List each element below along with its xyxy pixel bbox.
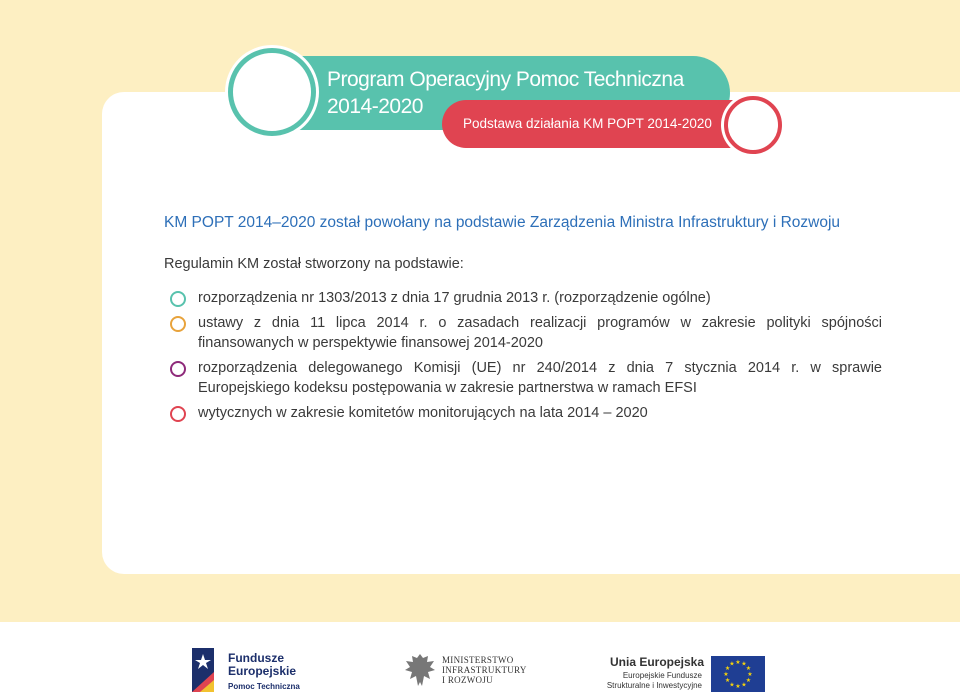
fundusze-europejskie-logo — [192, 648, 312, 692]
list-item — [170, 403, 882, 423]
list-item-text: rozporządzenia delegowanego Komisji (UE) nr 240/2014 z dnia 7 stycznia 2014 r. w sprawie Europejskiego kodeksu postępowania w zakresie partnerstwa w ramach EFSI — [198, 360, 882, 396]
circle-bullet-icon — [170, 316, 186, 332]
list-item-text: wytycznych w zakresie komitetów monitorujących na lata 2014 – 2020 — [198, 405, 648, 421]
svg-text:★: ★ — [724, 677, 731, 684]
list-item — [170, 313, 882, 353]
ue-title: Unia Europejska — [610, 655, 705, 669]
intro-text: Regulamin KM został stworzony na podstawie: — [164, 256, 464, 272]
min-line-1: MINISTERSTWO — [442, 655, 514, 665]
fe-line-2: Europejskie — [228, 664, 297, 678]
title-line-2: 2014-2020 — [327, 95, 423, 118]
unia-europejska-logo — [598, 653, 778, 693]
svg-text:★: ★ — [747, 671, 753, 678]
svg-text:★: ★ — [741, 660, 747, 668]
min-line-2: INFRASTRUKTURY — [442, 665, 527, 675]
section-heading: KM POPT 2014–2020 został powołany na podstawie Zarządzenia Ministra Infrastruktury i Rozwoju — [164, 214, 841, 231]
fe-line-1: Fundusze — [228, 651, 284, 665]
eagle-emblem-icon — [404, 652, 436, 690]
list-item — [170, 358, 882, 398]
list-item — [170, 288, 882, 308]
svg-text:★: ★ — [741, 681, 747, 689]
svg-text:★: ★ — [735, 659, 741, 666]
svg-text:★: ★ — [735, 683, 741, 690]
subtitle-circle-decoration — [724, 96, 782, 154]
eu-flag-icon — [711, 656, 765, 692]
title-circle-decoration — [228, 48, 316, 136]
circle-bullet-icon — [170, 406, 186, 422]
svg-text:★: ★ — [745, 677, 752, 684]
svg-text:★: ★ — [723, 671, 729, 678]
fe-star-icon — [192, 648, 224, 692]
circle-bullet-icon — [170, 291, 186, 307]
list-item-text: ustawy z dnia 11 lipca 2014 r. o zasadach realizacji programów w zakresie polityki spójności finansowanych w perspektywie finansowej 2014-2020 — [198, 315, 882, 351]
ue-sub-line-2: Strukturalne i Inwestycyjne — [606, 681, 702, 690]
list-item-text: rozporządzenia nr 1303/2013 z dnia 17 grudnia 2013 r. (rozporządzenie ogólne) — [198, 290, 711, 306]
fe-line-3: Pomoc Techniczna — [228, 682, 300, 691]
basis-list — [170, 288, 882, 428]
svg-text:★: ★ — [729, 660, 735, 668]
circle-bullet-icon — [170, 361, 186, 377]
svg-text:★: ★ — [745, 665, 752, 672]
min-line-3: I ROZWOJU — [442, 675, 493, 685]
svg-text:★: ★ — [729, 681, 735, 689]
title-line-1: Program Operacyjny Pomoc Techniczna — [327, 68, 684, 91]
ue-sub-line-1: Europejskie Fundusze — [622, 671, 702, 680]
ministerstwo-logo — [404, 652, 544, 692]
svg-text:★: ★ — [724, 665, 731, 672]
subtitle: Podstawa działania KM POPT 2014-2020 — [463, 116, 712, 131]
